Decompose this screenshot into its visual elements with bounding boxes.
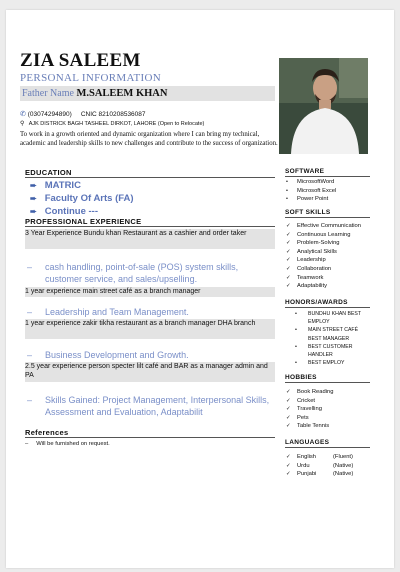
checkmark-icon: ✓ (286, 231, 291, 238)
checkmark-icon: ✓ (286, 274, 291, 281)
list-item: ✓ Analytical Skills (286, 248, 337, 255)
experience-rule (25, 226, 275, 227)
references-rule (25, 437, 275, 438)
experience-entry: 2.5 year experience person specter lilt café and BAR as a manager admin and PA (25, 362, 275, 382)
list-item: • BEST EMPLOY (295, 360, 345, 367)
personal-info-title: PERSONAL INFORMATION (20, 72, 161, 84)
location-pin-icon: ⚲ (20, 121, 25, 127)
address-text: AJK DISTRICK BAGH TASHEEL DIRKOT, LAHORE (Open to Relocate) (28, 121, 205, 127)
hobbies-title: HOBBIES (285, 374, 317, 381)
arrow-icon: ➨ (30, 194, 37, 203)
list-item: ✓ Table Tennis (286, 423, 330, 430)
hobbies-rule (285, 382, 370, 383)
checkmark-icon: ✓ (286, 248, 291, 255)
list-item: ✓ Adaptability (286, 283, 327, 290)
list-item: ✓ Punjabi (Native) (286, 471, 354, 478)
experience-entry: 1 year experience main street café as a branch manager (25, 287, 275, 297)
education-item: ➨ MATRIC (30, 180, 81, 191)
father-name-value: M.SALEEM KHAN (76, 88, 168, 99)
checkmark-icon: ✓ (286, 257, 291, 264)
experience-entry: 3 Year Experience Bundu khan Restaurant as a cashier and order taker (25, 229, 275, 249)
phone-icon: ✆ (20, 111, 26, 118)
checkmark-icon: ✓ (286, 389, 291, 395)
list-item: ✓ Leadership (286, 257, 326, 264)
hobbies-list (285, 388, 375, 431)
checkmark-icon: ✓ (286, 454, 291, 460)
contact-phone-row (20, 110, 146, 118)
soft-skills-title: SOFT SKILLS (285, 209, 331, 216)
list-item: • BEST CUSTOMER HANDLER (295, 343, 353, 359)
honors-list (292, 310, 372, 367)
cnic-number: CNIC 8210208536087 (80, 111, 146, 118)
arrow-icon: ➨ (30, 181, 37, 190)
list-item: ✓ Collaboration (286, 265, 332, 272)
education-rule (25, 177, 275, 178)
references-title: References (25, 428, 69, 437)
list-item: ✓ Teamwork (286, 274, 324, 281)
list-item: ✓ Travelling (286, 406, 322, 413)
checkmark-icon: ✓ (286, 471, 291, 478)
references-text: – Will be furnished on request. (25, 441, 110, 447)
checkmark-icon: ✓ (286, 265, 291, 272)
languages-title: LANGUAGES (285, 439, 330, 446)
software-rule (285, 176, 370, 177)
education-title: EDUCATION (25, 168, 72, 177)
experience-skill-bullet: – Leadership and Team Management. (27, 307, 189, 317)
software-title: SOFTWARE (285, 168, 325, 175)
checkmark-icon: ✓ (286, 397, 291, 404)
education-item: ➨ Faculty Of Arts (FA) (30, 193, 134, 204)
education-item: ➨ Continue --- (30, 206, 98, 217)
phone-number: (03074294890) (27, 111, 72, 118)
father-name-row (20, 86, 275, 101)
experience-entry: 1 year experience zakir tikha restaurant as a branch manager DHA branch (25, 319, 275, 339)
list-item: ✓ English (Fluent) (286, 454, 353, 460)
list-item: • MAIN STREET CAFÉ BEST MANAGER (295, 327, 359, 342)
list-item: ✓ Effective Communication (286, 223, 362, 229)
career-summary: To work in a growth oriented and dynamic organization where I can bring my technical, academic and leadership skills to new challenges and contribute to the success of organization. (20, 131, 278, 148)
checkmark-icon: ✓ (286, 414, 291, 421)
checkmark-icon: ✓ (286, 223, 291, 229)
checkmark-icon: ✓ (286, 283, 291, 290)
candidate-name: ZIA SALEEM (20, 50, 141, 71)
experience-skill-bullet: – Skills Gained: Project Management, Interpersonal Skills, Assessment and Evaluation, Adaptabilit (27, 395, 270, 417)
checkmark-icon: ✓ (286, 462, 291, 469)
profile-photo-image (279, 58, 368, 154)
languages-rule (285, 447, 370, 448)
soft-skills-list (285, 222, 380, 291)
experience-skill-bullet: – cash handling, point-of-sale (POS) system skills, customer service, and sales/upselling. (27, 262, 239, 284)
list-item: ✓ Cricket (286, 397, 316, 404)
experience-skill-bullet: – Business Development and Growth. (27, 350, 189, 360)
list-item: • BUNDHU KHAN BEST EMPLOY (295, 311, 361, 326)
languages-list (285, 453, 380, 479)
list-item: ✓ Urdu (Native) (286, 462, 354, 469)
list-item: ✓ Book Reading (286, 389, 334, 395)
list-item: ✓ Problem-Solving (286, 240, 340, 247)
list-item: ✓ Continuous Learning (286, 231, 351, 238)
list-item: • MicrosoftWord (286, 179, 335, 185)
checkmark-icon: ✓ (286, 240, 291, 247)
profile-photo (279, 58, 368, 154)
checkmark-icon: ✓ (286, 406, 291, 413)
father-name-label: Father Name (22, 88, 74, 99)
arrow-icon: ➨ (30, 207, 37, 216)
experience-title: PROFESSIONAL EXPERIENCE (25, 217, 142, 226)
list-item: • Power Point (286, 196, 329, 203)
contact-address-row (20, 120, 204, 127)
honors-title: HONORS/AWARDS (285, 299, 348, 306)
list-item: • Microsoft Excel (286, 187, 337, 194)
honors-rule (285, 307, 370, 308)
list-item: ✓ Pets (286, 414, 309, 421)
checkmark-icon: ✓ (286, 423, 291, 430)
soft-skills-rule (285, 217, 370, 218)
software-list (285, 178, 375, 204)
